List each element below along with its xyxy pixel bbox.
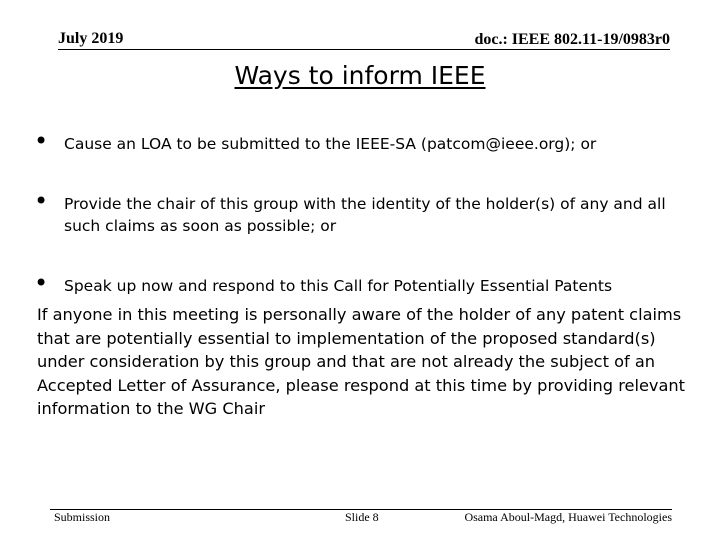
bullet-text: Provide the chair of this group with the identity of the holder(s) of any and all such claims as soon as possible; or [64,195,666,235]
bullet-item [34,187,694,237]
bullet-item [34,127,694,155]
header-date: July 2019 [58,30,124,47]
bullet-icon: • [34,127,49,155]
bullet-icon: • [34,269,49,297]
footer-submission: Submission [54,510,111,524]
header-divider [58,49,670,50]
bullet-text: Cause an LOA to be submitted to the IEEE-SA (patcom@ieee.org); or [64,135,597,153]
bullet-text: Speak up now and respond to this Call for Potentially Essential Patents [64,277,613,295]
bullet-icon: • [34,187,49,215]
header-doc-id: doc.: IEEE 802.11-19/0983r0 [474,31,670,48]
slide-title: Ways to inform IEEE [234,61,486,90]
bullet-item [34,269,694,297]
body-paragraph: If anyone in this meeting is personally aware of the holder of any patent claims that are potentially essential to implementation of the proposed standard(s) under consideration by this group and that are not already the subject of an Accepted Letter of Assurance, please respond at this time by providing relevant information to the WG Chair [37,305,686,418]
footer-slide-number: Slide 8 [345,510,379,524]
footer-author: Osama Aboul-Magd, Huawei Technologies [464,510,672,524]
